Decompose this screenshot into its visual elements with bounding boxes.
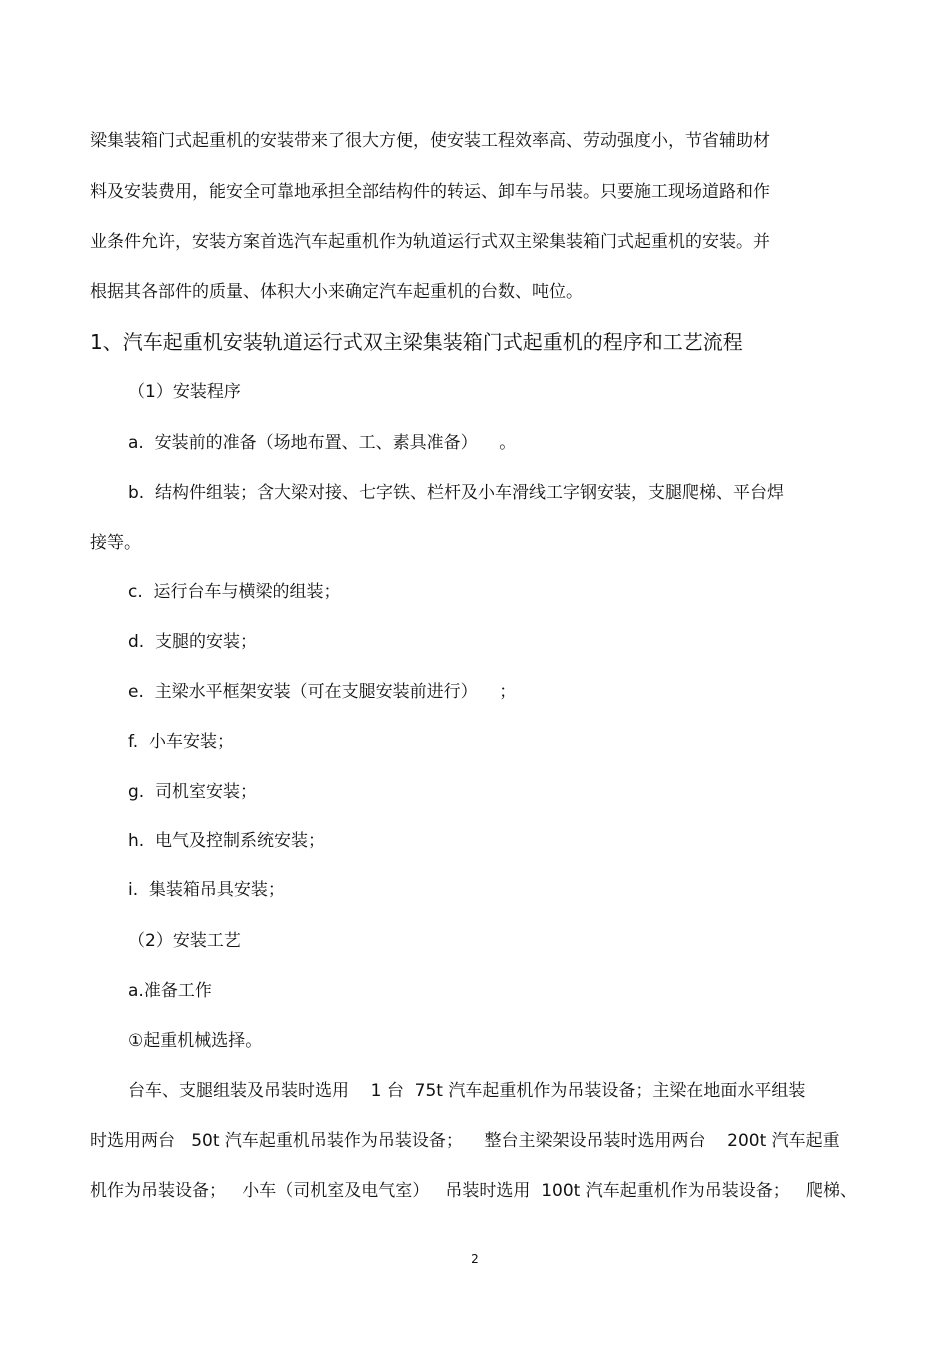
body-line: a.准备工作 <box>128 981 212 1001</box>
list-item: g. 司机室安装； <box>128 782 258 802</box>
body-line: 机作为吊装设备； 小车（司机室及电气室） 吊装时选用 100t 汽车起重机作为吊装设备； 爬梯、 <box>90 1181 857 1201</box>
list-item: f. 小车安装； <box>128 732 234 752</box>
list-item: a. 安装前的准备（场地布置、工、素具准备） 。 <box>128 433 517 453</box>
list-item: d. 支腿的安装； <box>128 632 258 652</box>
subsection-heading: （2）安装工艺 <box>128 931 241 951</box>
body-line: ①起重机械选择。 <box>128 1031 263 1051</box>
body-line: 台车、支腿组装及吊装时选用 1 台 75t 汽车起重机作为吊装设备；主梁在地面水平组装 <box>128 1081 806 1101</box>
list-item: b. 结构件组装；含大梁对接、七字铁、栏杆及小车滑线工字钢安装，支腿爬梯、平台焊 <box>128 483 785 503</box>
body-line: 料及安装费用，能安全可靠地承担全部结构件的转运、卸车与吊装。只要施工现场道路和作 <box>90 182 770 202</box>
body-line: 梁集装箱门式起重机的安装带来了很大方便，使安装工程效率高、劳动强度小，节省辅助材 <box>90 131 770 151</box>
body-line: 时选用两台 50t 汽车起重机吊装作为吊装设备； 整台主梁架设吊装时选用两台 200t 汽车起重 <box>90 1131 840 1151</box>
subsection-heading: （1）安装程序 <box>128 382 241 402</box>
list-item: i. 集装箱吊具安装； <box>128 880 285 900</box>
body-line: 接等。 <box>90 533 141 553</box>
list-item: h. 电气及控制系统安装； <box>128 831 325 851</box>
list-item: e. 主梁水平框架安装（可在支腿安装前进行） ； <box>128 682 517 702</box>
body-line: 根据其各部件的质量、体积大小来确定汽车起重机的台数、吨位。 <box>90 282 583 302</box>
section-heading: 1、汽车起重机安装轨道运行式双主梁集装箱门式起重机的程序和工艺流程 <box>90 330 743 354</box>
page-number: 2 <box>471 1252 479 1266</box>
body-line: 业条件允许，安装方案首选汽车起重机作为轨道运行式双主梁集装箱门式起重机的安装。并 <box>90 232 770 252</box>
list-item: c. 运行台车与横梁的组装； <box>128 582 341 602</box>
